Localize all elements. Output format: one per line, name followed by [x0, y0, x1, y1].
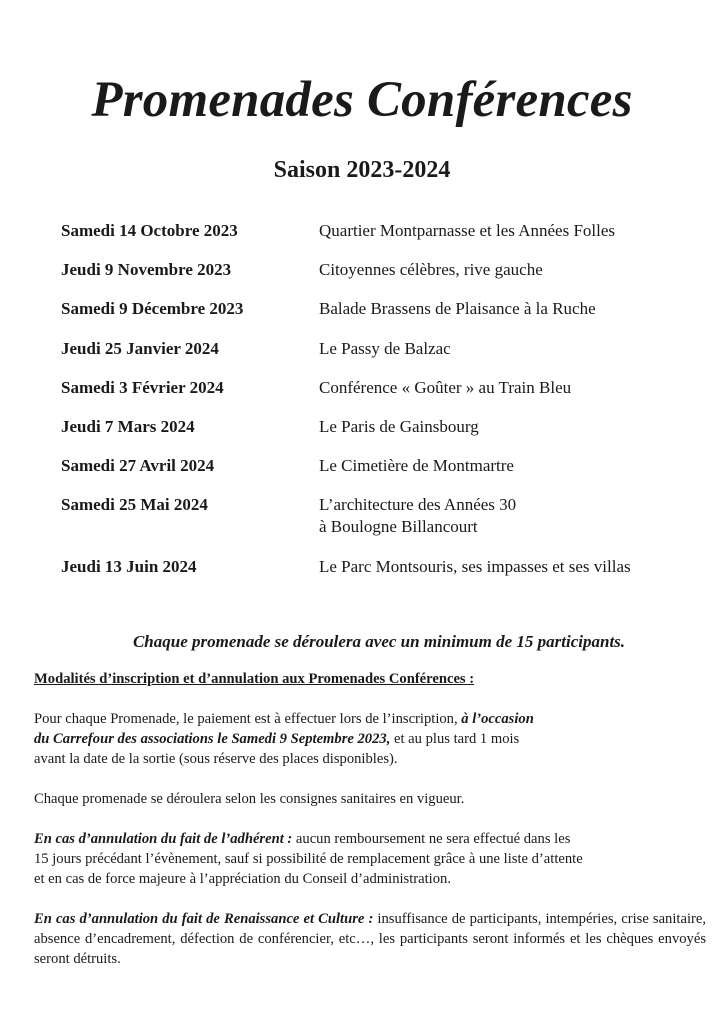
sanitary-paragraph: Chaque promenade se déroulera selon les consignes sanitaires en vigueur.	[34, 791, 465, 807]
organizer-cancellation-text: insuffisance de participants, intempéries, crise sanitaire, absence d’encadrement, défection de conférencier, etc…, les participants seront informés et les chèques envoyés seront détruits.	[34, 911, 706, 967]
schedule-topic	[319, 556, 701, 578]
schedule-date: Jeudi 7 Mars 2024	[61, 416, 195, 436]
schedule-topic	[319, 220, 701, 242]
member-cancellation-line	[34, 829, 706, 849]
schedule-topic-line: Citoyennes célèbres, rive gauche	[319, 260, 543, 280]
payment-emphasis: à l’occasion	[461, 711, 534, 727]
payment-line	[34, 729, 706, 749]
schedule-topic	[319, 416, 701, 438]
payment-emphasis: du Carrefour des associations le Samedi 9 Septembre 2023,	[34, 731, 391, 747]
terms-heading: Modalités d’inscription et d’annulation aux Promenades Conférences :	[34, 671, 475, 687]
page-title: Promenades Conférences	[91, 72, 633, 128]
schedule-row	[61, 259, 701, 281]
member-cancellation-emphasis: En cas d’annulation du fait de l’adhérent :	[34, 831, 293, 847]
schedule-date: Samedi 27 Avril 2024	[61, 456, 215, 476]
schedule-row	[61, 338, 701, 360]
schedule-row	[61, 416, 701, 438]
schedule-row	[61, 298, 701, 320]
payment-line	[34, 709, 706, 729]
schedule-date: Samedi 9 Décembre 2023	[61, 299, 244, 319]
payment-text: et au plus tard 1 mois	[390, 731, 520, 747]
schedule-topic-line: Quartier Montparnasse et les Années Folles	[319, 221, 616, 240]
schedule-date: Jeudi 9 Novembre 2023	[61, 260, 232, 280]
schedule-topic-line: Le Paris de Gainsbourg	[319, 416, 479, 436]
schedule-topic	[319, 298, 701, 320]
organizer-cancellation-paragraph	[34, 909, 706, 969]
payment-line: avant la date de la sortie (sous réserve des places disponibles).	[34, 751, 398, 767]
schedule-list	[61, 220, 701, 595]
schedule-date: Jeudi 25 Janvier 2024	[61, 338, 219, 358]
schedule-topic	[319, 494, 701, 538]
schedule-row	[61, 556, 701, 578]
schedule-row	[61, 220, 701, 242]
schedule-topic	[319, 377, 701, 399]
member-cancellation-line: 15 jours précédant l’évènement, sauf si possibilité de remplacement grâce à une liste d’attente	[34, 851, 583, 867]
schedule-topic-line: Conférence « Goûter » au Train Bleu	[319, 377, 572, 397]
member-cancellation-text: aucun remboursement ne sera effectué dans les	[292, 831, 571, 847]
schedule-row	[61, 494, 701, 538]
schedule-row	[61, 455, 701, 477]
schedule-date: Samedi 14 Octobre 2023	[61, 221, 238, 240]
minimum-participants-note: Chaque promenade se déroulera avec un minimum de 15 participants.	[132, 632, 626, 651]
schedule-topic-line: Le Passy de Balzac	[319, 338, 451, 358]
organizer-cancellation-emphasis: En cas d’annulation du fait de Renaissance et Culture :	[34, 911, 374, 927]
schedule-topic-line: Le Parc Montsouris, ses impasses et ses villas	[319, 556, 631, 576]
terms-section	[34, 669, 706, 989]
schedule-topic-line: à Boulogne Billancourt	[319, 517, 478, 537]
schedule-topic	[319, 455, 701, 477]
season-subtitle: Saison 2023-2024	[273, 157, 451, 183]
schedule-topic	[319, 338, 701, 360]
schedule-topic-line: Le Cimetière de Montmartre	[319, 456, 514, 476]
schedule-topic-line: Balade Brassens de Plaisance à la Ruche	[319, 299, 596, 319]
schedule-date: Samedi 25 Mai 2024	[61, 495, 208, 515]
payment-paragraph	[34, 709, 706, 769]
schedule-topic	[319, 259, 701, 281]
payment-text: Pour chaque Promenade, le paiement est à effectuer lors de l’inscription,	[34, 711, 462, 727]
member-cancellation-line: et en cas de force majeure à l’appréciation du Conseil d’administration.	[34, 871, 451, 887]
schedule-date: Samedi 3 Février 2024	[61, 377, 224, 397]
schedule-topic-line: L’architecture des Années 30	[319, 495, 517, 515]
schedule-row	[61, 377, 701, 399]
member-cancellation-paragraph	[34, 829, 706, 889]
schedule-date: Jeudi 13 Juin 2024	[61, 556, 197, 576]
